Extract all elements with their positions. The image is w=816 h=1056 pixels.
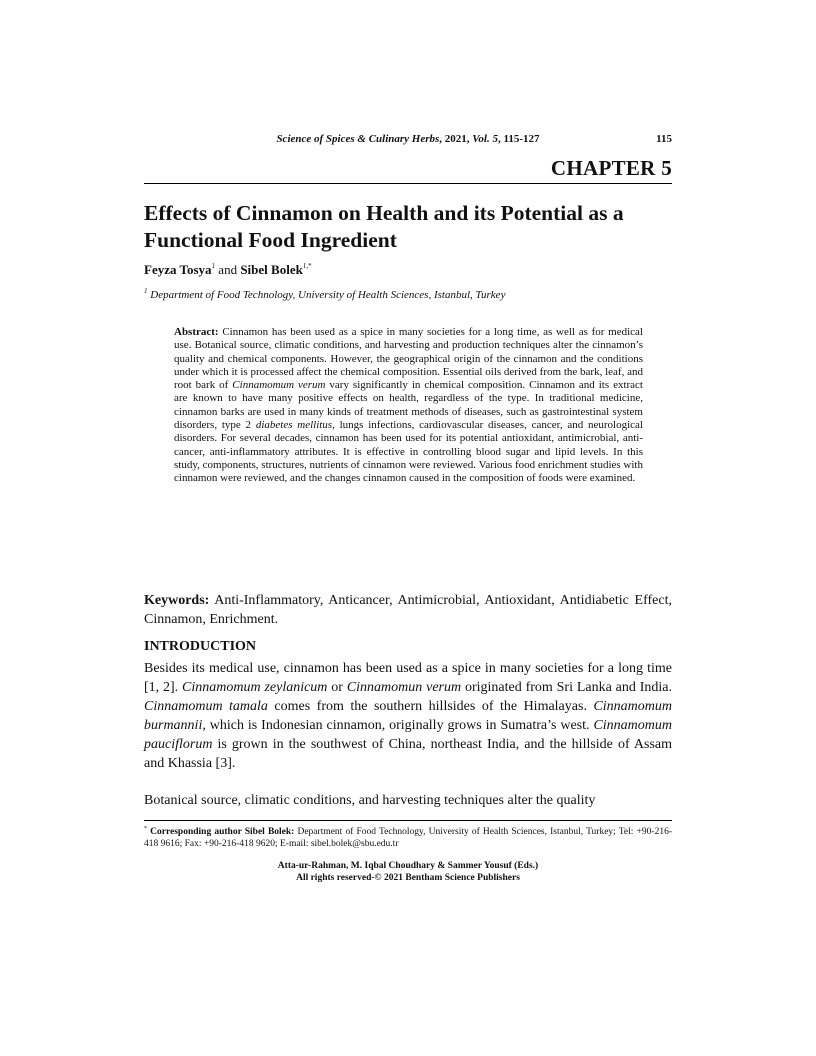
- chapter-rule: [144, 183, 672, 184]
- abstract: Abstract: Cinnamon has been used as a spice in many societies for a long time, as well as for medical use. Botanical source, climatic conditions, and harvesting and production techniques alter the cinnamon’s quality and chemical components. However, the geographical origin of the cinnamon and the conditions under which it is processed affect the chemical composition. Essential oils derived from the bark, leaf, and root bark of Cinnamomum verum vary significantly in chemical composition. Cinnamon and its extract are known to have many positive effects on health, regardless of the type. In traditional medicine, cinnamon barks are used in many kinds of treatment methods of diseases, such as gastrointestinal system disorders, type 2 diabetes mellitus, lungs infections, cardiovascular diseases, cancer, and neurological disorders. For several decades, cinnamon has been used for its potential antioxidant, antimicrobial, anti-cancer, anti-inflammatory attributes. It is effective in controlling blood sugar and lipid levels. In this study, components, structures, nutrients of cinnamon were reviewed. Various food enrichment studies with cinnamon were reviewed, and the changes cinnamon caused in the composition of foods were examined.: [174, 326, 643, 485]
- author-list: Feyza Tosya$^1$ and Sibel Bolek$^{1,*}$: [144, 262, 312, 277]
- page-title: Effects of Cinnamon on Health and its Potential as a Functional Food Ingredient: [144, 201, 624, 252]
- section-heading: INTRODUCTION: [144, 639, 257, 654]
- editors-line: Atta-ur-Rahman, M. Iqbal Choudhary & Sammer Yousuf (Eds.): [277, 861, 539, 871]
- footnote-rule: [144, 820, 672, 821]
- author-name: Feyza Tosya: [144, 262, 212, 277]
- page-number: 115: [656, 133, 672, 145]
- intro-paragraph: Besides its medical use, cinnamon has been used as a spice in many societies for a long time [1, 2]. Cinnamomum zeylanicum or Cinnamomun verum originated from Sri Lanka and India. Cinnamomum tamala comes from the southern hillsides of the Himalayas. Cinnamomum burmannii, which is Indonesian cinnamon, originally grows in Sumatra’s west. Cinnamomum pauciflorum is grown in the southwest of China, northeast India, and the hillside of Assam and Khassia [3].: [144, 661, 672, 771]
- publisher-info: [144, 860, 672, 884]
- running-header: [144, 133, 672, 149]
- keywords: Keywords: Anti-Inflammatory, Anticancer, Antimicrobial, Antioxidant, Antidiabetic Effect, Cinnamon, Enrichment.: [144, 593, 672, 627]
- keywords-label: Keywords:: [144, 593, 210, 608]
- author-affiliation-mark: 1,*: [302, 262, 312, 270]
- abstract-label: Abstract:: [174, 326, 219, 338]
- author-name: Sibel Bolek: [240, 262, 303, 277]
- journal-citation: Science of Spices & Culinary Herbs, 2021, Vol. 5, 115-127: [276, 133, 540, 145]
- footnote: * Corresponding author Sibel Bolek: Department of Food Technology, University of Health Sciences, Istanbul, Turkey; Tel: +90-216-418 9616; Fax: +90-216-418 9620; E-mail: sibel.bolek@sbu.edu.tr: [144, 826, 672, 849]
- intro-paragraph: Botanical source, climatic conditions, and harvesting techniques alter the quality: [144, 793, 596, 808]
- affiliation: $^1$ Department of Food Technology, University of Health Sciences, Istanbul, Turkey: [144, 287, 506, 301]
- chapter-label: CHAPTER 5: [550, 156, 672, 180]
- copyright-line: All rights reserved-© 2021 Bentham Science Publishers: [296, 873, 520, 883]
- author-affiliation-mark: 1: [211, 262, 216, 270]
